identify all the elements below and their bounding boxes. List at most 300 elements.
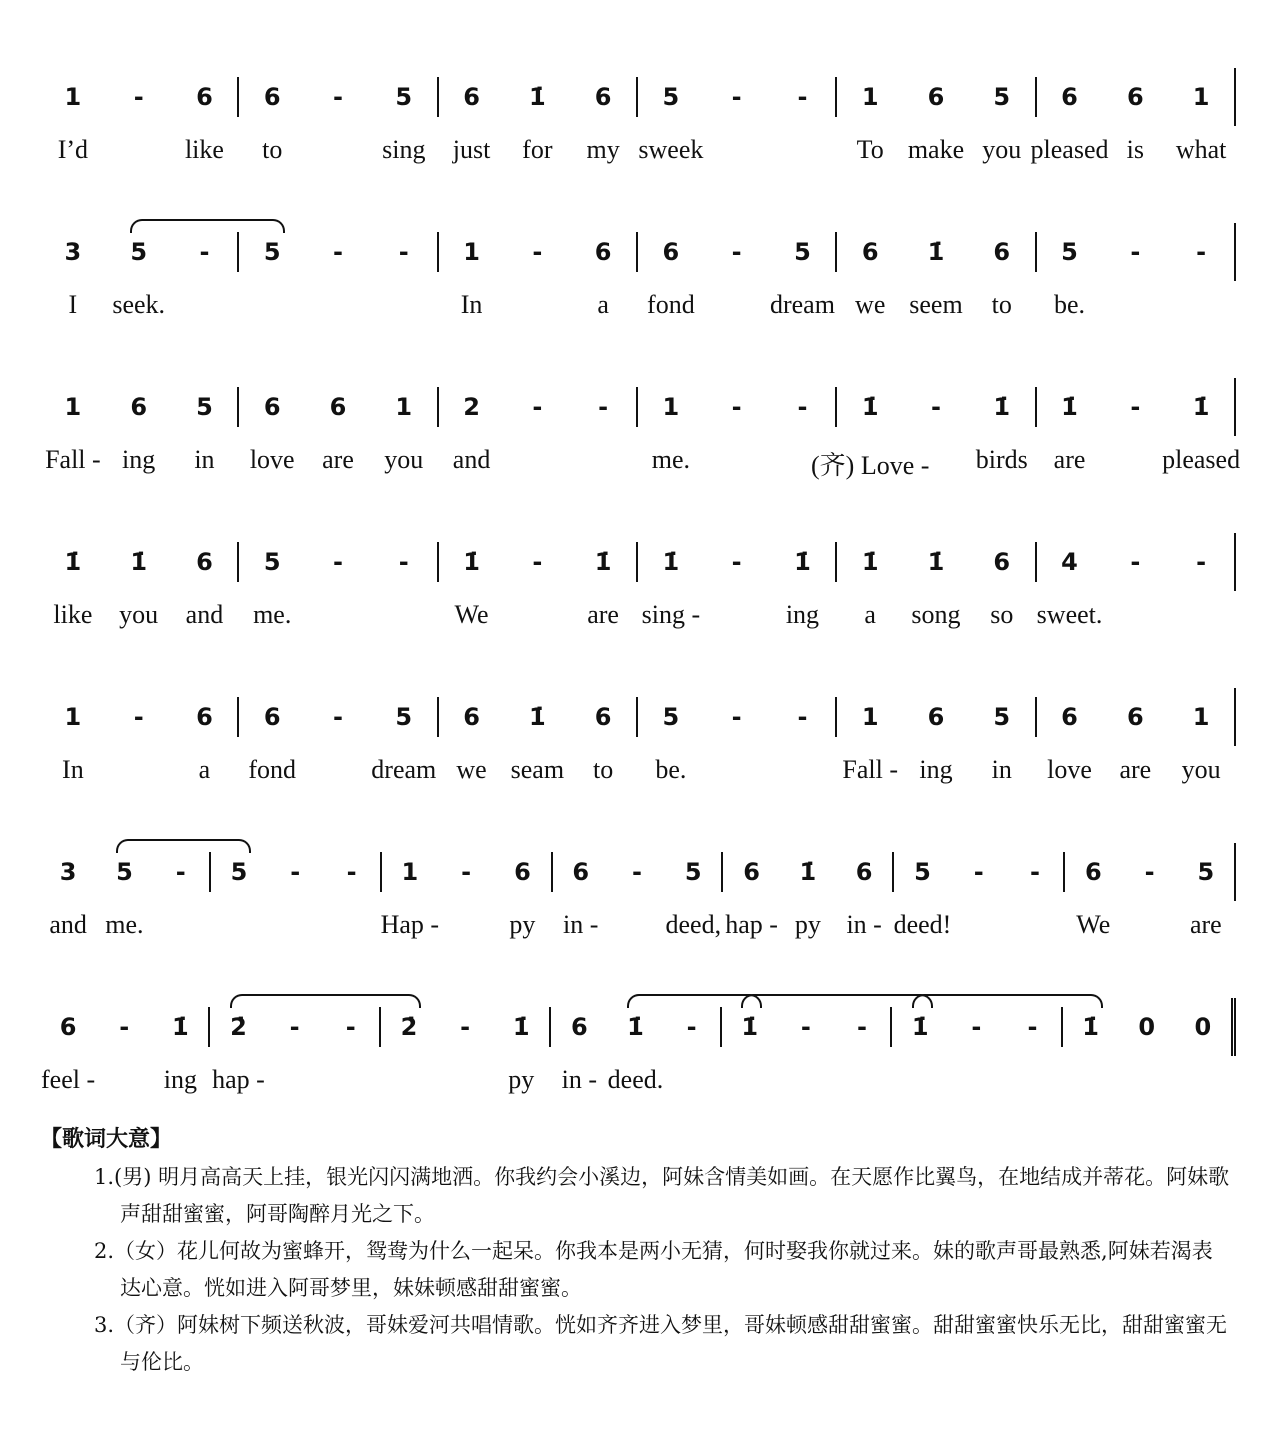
dash-extension: - [731, 83, 742, 111]
lyric-syllable: you [982, 135, 1022, 164]
dash-extension: - [333, 703, 343, 731]
note: 5 [395, 703, 413, 731]
note-cell [210, 1013, 266, 1094]
note-cell [305, 83, 371, 111]
note-cell [638, 83, 704, 164]
dash-extension: - [461, 858, 472, 886]
note-cell [551, 1013, 607, 1094]
note-cell [323, 858, 379, 886]
note-cell [1168, 238, 1234, 266]
note: 1̇ [927, 238, 945, 266]
dash-extension: - [1196, 238, 1207, 266]
lyric-syllable: sing - [641, 600, 701, 629]
note: 1̇ [130, 548, 148, 576]
measure [549, 1007, 719, 1094]
slur-tie [741, 994, 932, 1008]
note: 6 [196, 548, 213, 576]
measure [1061, 1007, 1231, 1047]
note-cell [1121, 858, 1177, 886]
note-cell [811, 393, 930, 480]
dash-extension: - [460, 1013, 471, 1041]
note-cell [837, 238, 903, 319]
note: 6 [263, 393, 281, 421]
note: 1̇ [741, 1013, 759, 1041]
note: 1 [861, 83, 879, 111]
staff [40, 68, 1236, 164]
note-cell [969, 393, 1035, 474]
dash-extension: - [797, 393, 808, 421]
note-cell [1065, 858, 1121, 939]
dash-extension: - [1196, 548, 1207, 576]
note-cell [371, 548, 437, 576]
lyric-syllable: we [855, 290, 886, 319]
note-cell [96, 858, 152, 939]
dash-extension: - [346, 858, 357, 886]
lyric-syllable: you [384, 445, 424, 474]
lyric-syllable: what [1175, 135, 1227, 164]
note-cell [1037, 703, 1103, 784]
note-cell [504, 83, 570, 164]
dash-extension: - [398, 548, 409, 576]
lyric-syllable: seam [510, 755, 565, 784]
lyric-syllable: dream [371, 755, 437, 784]
note: 5 [263, 548, 281, 576]
lyric-syllable: you [119, 600, 159, 629]
note: 1̇ [64, 548, 82, 576]
note: 1̇ [512, 1013, 530, 1041]
note: 1 [401, 858, 419, 886]
note: 6 [1061, 703, 1078, 731]
lyric-syllable: like [53, 600, 93, 629]
note-cell [371, 83, 437, 164]
note: 6 [1084, 858, 1102, 886]
lyric-syllable: make [907, 135, 965, 164]
note: 6 [927, 703, 945, 731]
measure [636, 77, 835, 164]
note-cell [106, 548, 172, 629]
lyric-syllable: are [587, 600, 619, 629]
lyric-syllable: and [452, 445, 491, 474]
note-cell [96, 1013, 152, 1041]
note-cell [1168, 703, 1234, 784]
lyric-syllable: dream [769, 290, 835, 319]
lyric-syllable: are [1053, 445, 1086, 474]
note: 5 [1061, 238, 1078, 266]
note: 5 [395, 83, 413, 111]
lyric-syllable: are [322, 445, 354, 474]
note-cell [239, 703, 305, 784]
lyric-syllable: and [49, 910, 87, 939]
note: 6 [594, 83, 612, 111]
lyric-syllable: in [991, 755, 1012, 784]
note-cell [1168, 548, 1234, 576]
measure [209, 852, 380, 892]
note-cell [770, 393, 836, 421]
lyric-syllable: deed! [893, 910, 952, 939]
note: 1̇ [662, 548, 680, 576]
note-cell [638, 393, 704, 474]
lyric-syllable: pleased [1030, 135, 1109, 164]
lyric-syllable: We [454, 600, 489, 629]
note: 6 [662, 238, 680, 266]
measure [237, 387, 436, 474]
note: 4 [1061, 548, 1078, 576]
note: 6 [329, 393, 347, 421]
note-cell [951, 858, 1007, 886]
lyric-syllable: in - [846, 910, 882, 939]
note: 6 [463, 83, 480, 111]
note-cell [778, 1013, 834, 1041]
dash-extension: - [973, 858, 984, 886]
lyric-syllable: Fall - [45, 445, 101, 474]
note-cell [106, 393, 172, 474]
measure [720, 1007, 890, 1047]
note: 1̇ [627, 1013, 644, 1041]
note: 5 [684, 858, 702, 886]
measure [636, 542, 835, 629]
lyric-syllable: fond [248, 755, 297, 784]
measure [40, 542, 237, 629]
note-cell [504, 238, 570, 266]
note-cell [969, 548, 1035, 629]
note: 6 [927, 83, 945, 111]
lyric-syllable: my [586, 135, 620, 164]
note-cell [504, 393, 570, 421]
lyric-syllable: in [194, 445, 215, 474]
note-cell [437, 1013, 493, 1041]
lyric-syllable: you [1181, 755, 1221, 784]
note: 3 [59, 858, 77, 886]
note-cell [239, 548, 305, 629]
note: 1̇ [794, 548, 811, 576]
note-cell [704, 83, 770, 111]
lyric-syllable: song [911, 600, 961, 629]
note-cell [1178, 858, 1234, 939]
note-cell [1102, 703, 1168, 784]
lyric-syllable: sing [382, 135, 426, 164]
note-cell [40, 238, 106, 319]
note: 1 [662, 393, 680, 421]
note: 6 [1126, 83, 1144, 111]
lyric-syllable: to [592, 755, 614, 784]
note-cell [305, 703, 371, 731]
note-cell [152, 1013, 208, 1094]
note-cell [172, 238, 238, 266]
note-cell [570, 238, 636, 319]
note-cell [769, 238, 836, 319]
note: 5 [263, 238, 281, 266]
note: 1̇ [861, 548, 879, 576]
measure [1035, 542, 1234, 629]
dash-extension: - [731, 393, 742, 421]
lyric-syllable: are [1189, 910, 1222, 939]
measure [437, 697, 636, 784]
lyric-syllable: seem [909, 290, 963, 319]
dash-extension: - [797, 703, 808, 731]
lyric-syllable: in - [561, 1065, 598, 1094]
slur-tie [116, 839, 251, 853]
note: 1̇ [594, 548, 612, 576]
note: 6 [993, 238, 1011, 266]
note: 6 [855, 858, 873, 886]
note-cell [704, 238, 770, 266]
lyric-syllable: to [262, 135, 283, 164]
note-cell [439, 238, 505, 319]
note-cell [1030, 83, 1109, 164]
note-cell [1007, 858, 1063, 886]
dash-extension: - [857, 1013, 868, 1041]
lyric-syllable: sweek [638, 135, 704, 164]
note-cell [494, 858, 550, 939]
measure [551, 852, 722, 939]
note-cell [239, 393, 305, 474]
lyric-syllable: I’d [57, 135, 89, 164]
note-cell [305, 393, 371, 474]
lyric-syllable: a [864, 600, 876, 629]
dash-extension: - [333, 83, 343, 111]
dash-extension: - [1130, 548, 1141, 576]
note: 6 [463, 703, 480, 731]
lyric-syllable: sweet. [1036, 600, 1103, 629]
note-cell [40, 393, 106, 474]
lyric-syllable: To [856, 135, 884, 164]
measure [40, 1007, 208, 1094]
score-line [40, 533, 1236, 688]
dash-extension: - [133, 703, 144, 731]
measure [437, 77, 636, 164]
measure [890, 1007, 1060, 1047]
note: 1 [64, 703, 82, 731]
note-cell [439, 548, 505, 629]
lyric-syllable: love [1047, 755, 1092, 784]
note-cell [570, 703, 636, 784]
measure [437, 387, 636, 474]
score-line [40, 688, 1236, 843]
lyric-syllable: pleased [1162, 445, 1241, 474]
dash-extension: - [1130, 393, 1141, 421]
lyrics-meaning-title: 【歌词大意】 [40, 1127, 173, 1152]
lyric-syllable: love [249, 445, 295, 474]
note: 3 [64, 238, 82, 266]
note-cell [903, 83, 969, 164]
note-cell [638, 548, 704, 629]
note: 6 [1126, 703, 1144, 731]
note-cell [570, 83, 636, 164]
note-cell [834, 1013, 890, 1041]
measure [835, 232, 1034, 319]
note-cell [1102, 393, 1168, 421]
measure [1035, 232, 1234, 319]
dash-extension: - [1027, 1013, 1038, 1041]
lyric-syllable: deed. [607, 1065, 664, 1094]
note-cell [903, 393, 969, 421]
note: 1̇ [927, 548, 945, 576]
slur-tie [130, 219, 284, 233]
lyric-syllable: a [597, 290, 609, 319]
note: 6 [594, 703, 612, 731]
note-cell [172, 703, 238, 784]
dash-extension: - [632, 858, 642, 886]
lyric-syllable: me. [253, 600, 292, 629]
note-cell [704, 393, 770, 421]
lyric-syllable: me. [105, 910, 144, 939]
note-cell [504, 548, 570, 576]
measure [636, 232, 835, 319]
lyric-syllable: and [185, 600, 224, 629]
measure [835, 542, 1034, 629]
measure [437, 542, 636, 629]
note: 1 [861, 703, 879, 731]
lyric-syllable: ing [785, 600, 820, 629]
note: 6 [993, 548, 1011, 576]
note-cell [704, 548, 770, 576]
lyric-syllable: We [1076, 910, 1111, 939]
lyric-syllable: Hap - [380, 910, 440, 939]
note: 1̇ [993, 393, 1011, 421]
measure [237, 697, 437, 784]
note: 5 [794, 238, 811, 266]
lyric-syllable: feel - [41, 1065, 96, 1094]
note: 1̇ [528, 703, 546, 731]
lyric-syllable: py [509, 910, 536, 939]
measure [636, 387, 835, 474]
note-cell [267, 858, 323, 886]
lyric-syllable: like [184, 135, 224, 164]
verse-meaning: 2.（女）花儿何故为蜜蜂开，鸳鸯为什么一起呆。你我本是两小无猜，何时娶我你就过来。妹的歌声哥最熟悉,阿妹若渴表达心意。恍如进入阿哥梦里，妹妹顿感甜甜蜜蜜。 [94, 1239, 1213, 1300]
lyric-syllable: In [62, 755, 84, 784]
note: 6 [130, 393, 148, 421]
note: 1̇ [1082, 1013, 1099, 1041]
note-cell [723, 858, 779, 939]
note-cell [211, 858, 267, 886]
measure [237, 77, 436, 164]
note: 6 [570, 1013, 588, 1041]
measure [237, 542, 436, 629]
slur-tie [230, 994, 421, 1008]
note-cell [638, 238, 704, 319]
dash-extension: - [119, 1013, 130, 1041]
measure [835, 697, 1034, 784]
note-cell [570, 393, 636, 421]
dash-extension: - [800, 1013, 811, 1041]
note-cell [40, 858, 96, 939]
note: 0 [1194, 1013, 1212, 1041]
note-cell [1037, 238, 1103, 319]
note: 5 [993, 83, 1011, 111]
lyric-syllable: py [794, 910, 821, 939]
measure [379, 1007, 549, 1094]
note: 1̇ [1061, 393, 1078, 421]
note-cell [638, 703, 704, 784]
dash-extension: - [133, 83, 144, 111]
score-line [40, 843, 1236, 998]
note-cell [837, 83, 903, 164]
note-cell [493, 1013, 549, 1094]
note: 1 [395, 393, 413, 421]
note: 1̇ [861, 393, 879, 421]
dash-extension: - [731, 548, 742, 576]
note-cell [903, 703, 969, 784]
note-cell [1102, 548, 1168, 576]
dash-extension: - [686, 1013, 697, 1041]
measure [636, 697, 835, 784]
note-cell [1036, 548, 1103, 629]
verse-meaning: 3.（齐）阿妹树下频送秋波，哥妹爱河共唱情歌。恍如齐齐进入梦里，哥妹顿感甜甜蜜蜜。甜甜蜜蜜快乐无比，甜甜蜜蜜无与伦比。 [94, 1313, 1228, 1374]
note: 6 [514, 858, 531, 886]
lyric-syllable: so [990, 600, 1014, 629]
note: 1̇ [528, 83, 546, 111]
lyric-syllable: birds [975, 445, 1028, 474]
note-cell [1168, 83, 1234, 164]
dash-extension: - [1030, 858, 1040, 886]
note-cell [553, 858, 609, 939]
note-cell [267, 1013, 323, 1041]
lyric-syllable: hap - [212, 1065, 265, 1094]
note: 5 [130, 238, 148, 266]
dash-extension: - [731, 238, 742, 266]
note: 1̇ [911, 1013, 929, 1041]
note: 2 [463, 393, 480, 421]
score-line [40, 68, 1236, 223]
dash-extension: - [731, 703, 742, 731]
lyric-syllable: for [522, 135, 553, 164]
note-cell [504, 703, 570, 784]
dash-extension: - [175, 858, 186, 886]
note-cell [892, 1013, 948, 1041]
note-cell [380, 858, 440, 939]
note: 1̇ [799, 858, 817, 886]
note-cell [664, 1013, 720, 1041]
note-cell [40, 703, 106, 784]
note: 2̇ [400, 1013, 418, 1041]
lyric-syllable: py [508, 1065, 535, 1094]
staff [40, 378, 1241, 480]
note: 5 [662, 703, 680, 731]
note-cell [836, 858, 892, 939]
note: 6 [196, 83, 213, 111]
dash-extension: - [290, 858, 301, 886]
note: 6 [861, 238, 879, 266]
note: 5 [993, 703, 1011, 731]
measure [892, 852, 1063, 939]
note-cell [969, 83, 1035, 164]
note: 6 [743, 858, 760, 886]
note-cell [381, 1013, 437, 1041]
note: 1 [1192, 703, 1210, 731]
note-cell [969, 703, 1035, 784]
note-cell [1102, 83, 1168, 164]
note-cell [40, 83, 106, 164]
note: 1 [1192, 83, 1210, 111]
note-cell [837, 548, 903, 629]
note-cell [439, 703, 505, 784]
measure [40, 387, 237, 474]
note-cell [780, 858, 836, 939]
lyric-syllable: are [1119, 755, 1152, 784]
dash-extension: - [289, 1013, 300, 1041]
measure [1063, 852, 1234, 939]
note-cell [722, 1013, 778, 1041]
note-cell [893, 858, 952, 939]
note-cell [1037, 393, 1103, 474]
lyric-syllable: is [1126, 135, 1144, 164]
lyric-syllable: ing [122, 445, 156, 474]
note: 1 [64, 83, 82, 111]
dash-extension: - [333, 238, 343, 266]
note-cell [106, 83, 172, 111]
dash-extension: - [532, 548, 543, 576]
note: 2̇ [230, 1013, 247, 1041]
